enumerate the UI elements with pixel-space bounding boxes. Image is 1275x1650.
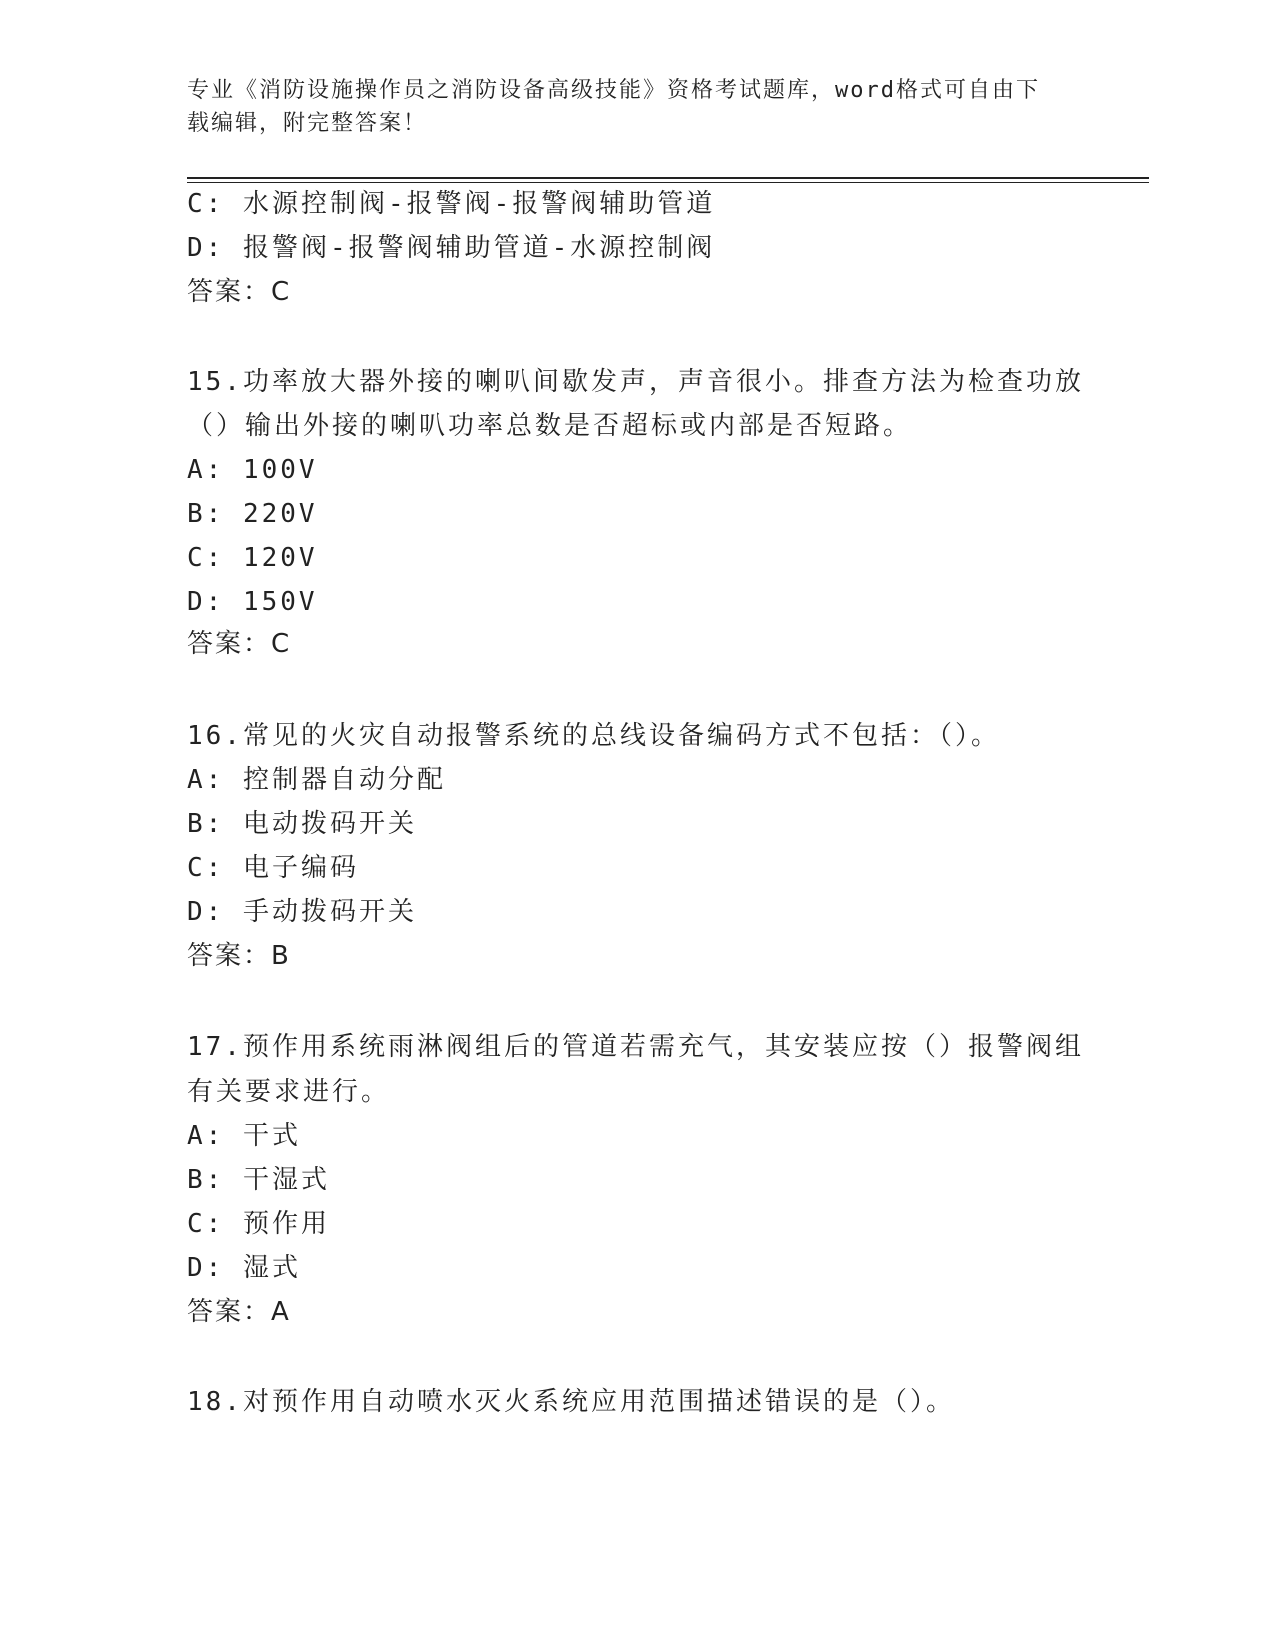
q14-option-c: C: 水源控制阀-报警阀-报警阀辅助管道	[187, 189, 716, 219]
q15-option-a: A: 100V	[187, 455, 318, 485]
header-divider-thin	[187, 182, 1149, 183]
q16-option-b: B: 电动拨码开关	[187, 809, 417, 839]
q15-stem-line-2: （）输出外接的喇叭功率总数是否超标或内部是否短路。	[187, 411, 913, 441]
q17-option-a: A: 干式	[187, 1121, 301, 1151]
q16-stem-line-1: 16.常见的火灾自动报警系统的总线设备编码方式不包括：（）。	[187, 721, 1000, 751]
q17-stem-line-1: 17.预作用系统雨淋阀组后的管道若需充气，其安装应按（）报警阀组	[187, 1032, 1084, 1062]
q16-option-c: C: 电子编码	[187, 853, 359, 883]
q17-option-d: D: 湿式	[187, 1253, 301, 1283]
q16-answer: 答案：B	[187, 941, 291, 971]
q16-option-a: A: 控制器自动分配	[187, 765, 446, 795]
header-line-1: 专业《消防设施操作员之消防设备高级技能》资格考试题库，word格式可自由下	[187, 78, 1040, 103]
q17-option-b: B: 干湿式	[187, 1165, 330, 1195]
q17-option-c: C: 预作用	[187, 1209, 330, 1239]
document-header	[187, 74, 1067, 140]
q15-option-d: D: 150V	[187, 587, 318, 617]
q17-answer: 答案：A	[187, 1297, 291, 1327]
q15-answer: 答案：C	[187, 629, 292, 659]
q15-stem-line-1: 15.功率放大器外接的喇叭间歇发声，声音很小。排查方法为检查功放	[187, 367, 1084, 397]
q16-option-d: D: 手动拨码开关	[187, 897, 417, 927]
q15-option-c: C: 120V	[187, 543, 318, 573]
q14-answer: 答案：C	[187, 277, 292, 307]
header-line-2: 载编辑，附完整答案！	[187, 111, 428, 136]
header-divider-thick	[187, 177, 1149, 179]
q15-option-b: B: 220V	[187, 499, 318, 529]
q17-stem-line-2: 有关要求进行。	[187, 1077, 391, 1107]
q18-stem-line-1: 18.对预作用自动喷水灭火系统应用范围描述错误的是（）。	[187, 1387, 955, 1417]
q14-option-d: D: 报警阀-报警阀辅助管道-水源控制阀	[187, 233, 716, 263]
